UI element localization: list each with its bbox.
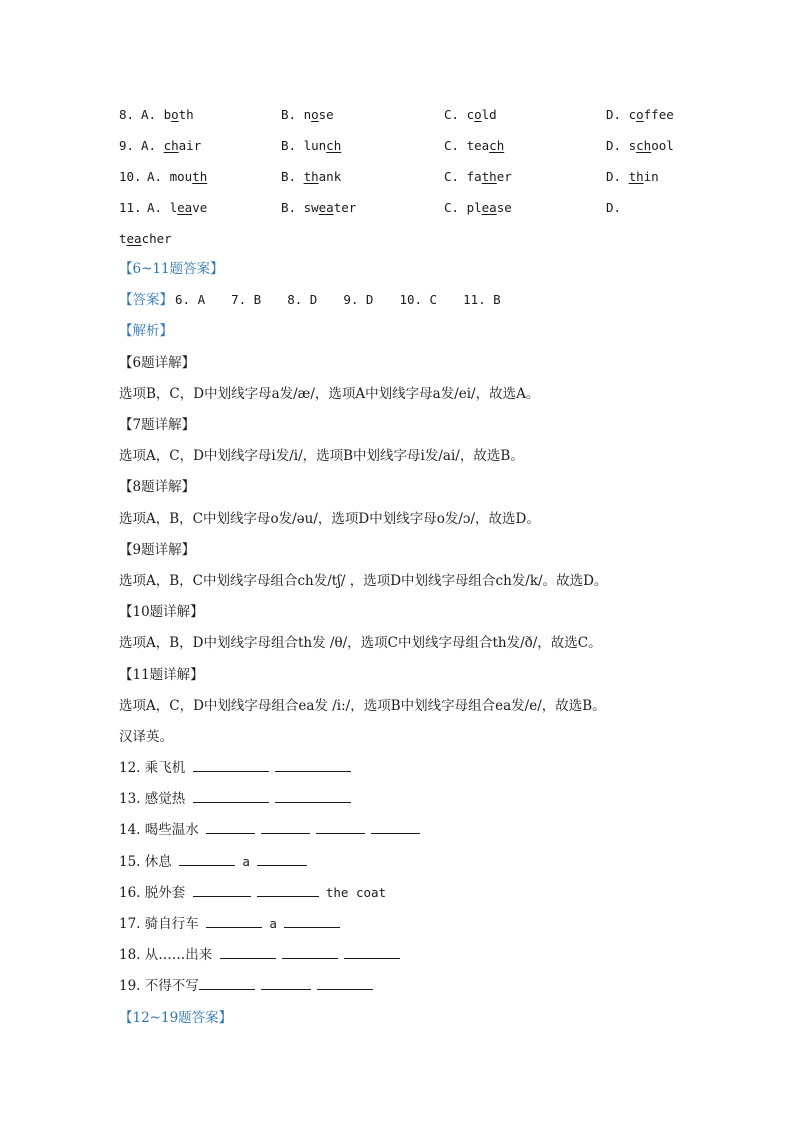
- option: D.: [606, 200, 622, 215]
- explanation-text: 选项A，C，D中划线字母i发/i/，选项B中划线字母i发/ai/，故选B。: [119, 448, 524, 464]
- option: B. nose: [281, 107, 334, 122]
- answer-blank[interactable]: [282, 946, 338, 959]
- translation-item: 18. 从……出来: [119, 946, 403, 964]
- explanation-title: 【8题详解】: [119, 479, 196, 495]
- answer-blank[interactable]: [261, 977, 311, 990]
- answer-blank[interactable]: [257, 884, 319, 897]
- explanation-title: 【11题详解】: [119, 667, 204, 683]
- option: B. lunch: [281, 138, 342, 153]
- option: B. thank: [281, 169, 342, 184]
- question-row: 11. A. leave B. sweater C. please D.: [119, 200, 622, 215]
- answer-blank[interactable]: [316, 821, 365, 834]
- explanation-text: 选项B，C，D中划线字母a发/æ/，选项A中划线字母a发/ei/，故选A。: [119, 386, 540, 402]
- question-row: 10. A. mouth B. thank C. father D. thin: [119, 169, 659, 184]
- answer-blank[interactable]: [206, 915, 262, 928]
- answer-blank[interactable]: [179, 853, 235, 866]
- answer-line: 【答案】 6. A 7. B 8. D 9. D 10. C 11. B: [119, 292, 501, 308]
- explanation-text: 选项A，B，C中划线字母o发/əu/，选项D中划线字母o发/ɔ/，故选D。: [119, 511, 540, 527]
- option: C. cold: [444, 107, 497, 122]
- explanation-text: 选项A，B，D中划线字母组合th发 /θ/，选项C中划线字母组合th发/ð/，故选C。: [119, 635, 602, 651]
- explanation-text: 选项A，C，D中划线字母组合ea发 /i:/，选项B中划线字母组合ea发/e/，故选B。: [119, 698, 606, 714]
- answer-blank[interactable]: [261, 821, 310, 834]
- answer-blank[interactable]: [275, 790, 351, 803]
- answer-blank[interactable]: [193, 884, 251, 897]
- option: A. mouth: [147, 169, 208, 184]
- answer-blank[interactable]: [206, 821, 255, 834]
- option: B. sweater: [281, 200, 357, 215]
- answer-blank[interactable]: [284, 915, 340, 928]
- explanation-title: 【9题详解】: [119, 542, 196, 558]
- option: A. leave: [147, 200, 208, 215]
- explanation-title: 【7题详解】: [119, 417, 196, 433]
- option: A. chair: [141, 138, 202, 153]
- option: C. please: [444, 200, 512, 215]
- section-title: 汉译英。: [119, 729, 173, 745]
- explanation-text: 选项A，B，C中划线字母组合ch发/tʃ/ ，选项D中划线字母组合ch发/k/。故选D。: [119, 573, 608, 589]
- option: D. thin: [606, 169, 659, 184]
- translation-item: 14. 喝些温水: [119, 821, 423, 839]
- translation-item: 17. 骑自行车 a: [119, 915, 343, 933]
- answer-blank[interactable]: [193, 759, 269, 772]
- translation-item: 13. 感觉热: [119, 790, 354, 808]
- option: C. father: [444, 169, 512, 184]
- translation-item: 19. 不得不写: [119, 977, 376, 995]
- option: D. coffee: [606, 107, 674, 122]
- analysis-label: 【解析】: [119, 323, 173, 339]
- answer-blank[interactable]: [193, 790, 269, 803]
- option: D. school: [606, 138, 674, 153]
- answer-blank[interactable]: [275, 759, 351, 772]
- explanation-title: 【10题详解】: [119, 604, 204, 620]
- answer-blank[interactable]: [371, 821, 420, 834]
- option-wrap: teacher: [119, 231, 172, 246]
- answer-blank[interactable]: [344, 946, 400, 959]
- answer-blank[interactable]: [220, 946, 276, 959]
- option: A. both: [141, 107, 194, 122]
- answer-heading: 【6~11题答案】: [119, 261, 224, 277]
- translation-item: 15. 休息 a: [119, 853, 310, 871]
- answer-blank[interactable]: [317, 977, 373, 990]
- translation-item: 16. 脱外套 the coat: [119, 885, 387, 901]
- option: C. teach: [444, 138, 505, 153]
- translation-item: 12. 乘飞机: [119, 759, 354, 777]
- explanation-title: 【6题详解】: [119, 355, 196, 371]
- question-row: 9. A. chair B. lunch C. teach D. school: [119, 138, 674, 153]
- question-row: 8. A. both B. nose C. cold D. coffee: [119, 107, 674, 122]
- answer-heading: 【12~19题答案】: [119, 1010, 233, 1026]
- answer-blank[interactable]: [257, 853, 307, 866]
- answer-blank[interactable]: [199, 977, 255, 990]
